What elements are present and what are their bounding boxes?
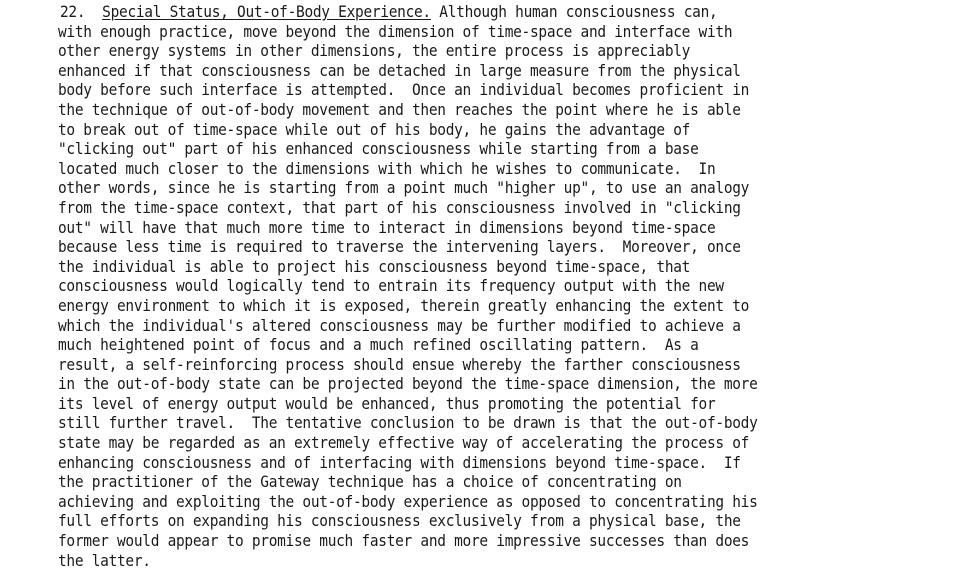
text-line: the technique of out-of-body movement and then reaches the point where he is able (58, 99, 741, 119)
text-line: state may be regarded as an extremely effective way of accelerating the process of (58, 433, 750, 453)
first-line (60, 2, 758, 22)
first-line-text: Although human consciousness can, (430, 2, 718, 21)
text-line: other words, since he is starting from a point much "higher up", to use an analogy (58, 178, 750, 198)
text-line: still further travel. The tentative conclusion to be drawn is that the out-of-body (58, 413, 758, 433)
text-line: with enough practice, move beyond the dimension of time-space and interface with (58, 21, 733, 41)
text-line: enhancing consciousness and of interfacing with dimensions beyond time-space. If (58, 452, 741, 472)
text-line: energy environment to which it is exposed, therein greatly enhancing the extent to (58, 295, 750, 315)
paragraph-section-22 (58, 2, 831, 570)
paragraph-body (58, 22, 831, 571)
text-line: much heightened point of focus and a much refined oscillating pattern. As a (58, 335, 699, 355)
text-line: the practitioner of the Gateway technique has a choice of concentrating on (58, 472, 682, 492)
text-line: located much closer to the dimensions with which he wishes to communicate. In (58, 158, 716, 178)
text-line: other energy systems in other dimensions, the entire process is appreciably (58, 41, 691, 61)
text-line: result, a self-reinforcing process should ensue whereby the farther consciousness (58, 354, 741, 374)
text-line: achieving and exploiting the out-of-body experience as opposed to concentrating his (58, 491, 758, 511)
text-line: to break out of time-space while out of his body, he gains the advantage of (58, 119, 691, 139)
text-line: consciousness would logically tend to entrain its frequency output with the new (58, 276, 724, 296)
text-line: enhanced if that consciousness can be detached in large measure from the physical (58, 60, 741, 80)
text-line: former would appear to promise much faster and more impressive successes than does (58, 531, 750, 551)
text-line: because less time is required to traverse the intervening layers. Moreover, once (58, 237, 741, 257)
text-line: out" will have that much more time to interact in dimensions beyond time-space (58, 217, 716, 237)
section-number: 22. (60, 2, 86, 21)
text-line: the individual is able to project his consciousness beyond time-space, that (58, 256, 691, 276)
text-line: full efforts on expanding his consciousness exclusively from a physical base, the (58, 511, 741, 531)
section-heading: Special Status, Out-of-Body Experience. (102, 2, 431, 21)
text-line: its level of energy output would be enhanced, thus promoting the potential for (58, 393, 716, 413)
text-line: "clicking out" part of his enhanced consciousness while starting from a base (58, 139, 699, 159)
text-line: body before such interface is attempted. Once an individual becomes proficient in (58, 80, 750, 100)
text-line: in the out-of-body state can be projected beyond the time-space dimension, the more (58, 374, 758, 394)
text-line: from the time-space context, that part of his consciousness involved in "clicking (58, 197, 741, 217)
text-line: which the individual's altered consciousness may be further modified to achieve a (58, 315, 741, 335)
text-line: the latter. (58, 550, 151, 570)
